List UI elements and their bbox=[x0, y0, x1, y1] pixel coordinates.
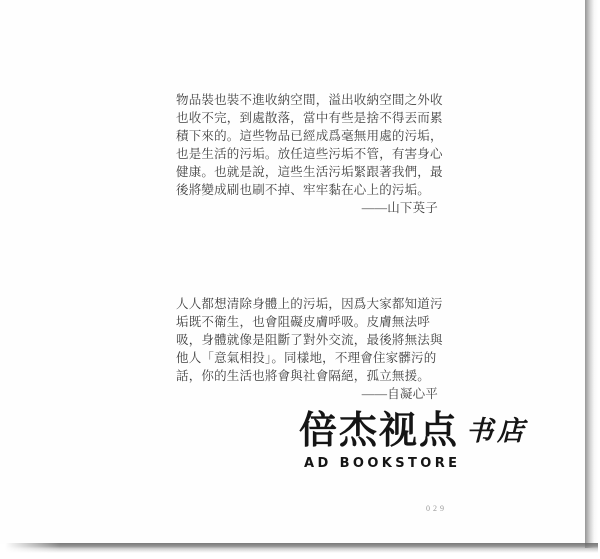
quote-2-line: 吸，身體就像是阻斷了對外交流，最後將無法與 bbox=[176, 333, 443, 347]
shadow-left-fade bbox=[5, 543, 60, 553]
quote-1-line: 物品裝也裝不進收納空間，溢出收納空間之外收 bbox=[176, 93, 443, 107]
watermark-cjk-logotype: 倍杰视点 bbox=[299, 410, 460, 452]
watermark-logotype-row bbox=[299, 411, 559, 451]
page-edge-shadow-bottom bbox=[5, 543, 598, 553]
quote-1-line: 也是生活的污垢。放任這些污垢不管，有害身心 bbox=[176, 147, 443, 161]
quote-2-line: 話，你的生活也將會與社會隔絕，孤立無援。 bbox=[176, 369, 431, 383]
quote-2-line: 垢既不衛生，也會阻礙皮膚呼吸。皮膚無法呼 bbox=[176, 315, 431, 329]
quote-1-line: 積下來的。這些物品已經成爲毫無用處的污垢， bbox=[176, 129, 443, 143]
page-number: 029 bbox=[426, 504, 447, 513]
watermark-script-characters: 书店 bbox=[466, 416, 529, 446]
bookstore-watermark-logo bbox=[299, 411, 559, 471]
page-edge-shadow-right bbox=[585, 0, 598, 548]
quote-1-line: 後將變成刷也刷不掉、牢牢黏在心上的污垢。 bbox=[176, 183, 431, 197]
quote-1-attribution: ——山下英子 bbox=[361, 201, 438, 215]
quote-2-attribution: ——自凝心平 bbox=[361, 387, 438, 401]
quote-1-line: 健康。也就是說，這些生活污垢緊跟著我們，最 bbox=[176, 165, 443, 179]
quote-1-line: 也收不完，到處散落，當中有些是捨不得丟而累 bbox=[176, 111, 443, 125]
watermark-latin-wordmark: AD BOOKSTORE bbox=[304, 456, 461, 471]
quote-2-line: 人人都想清除身體上的污垢，因爲大家都知道污 bbox=[176, 297, 443, 311]
quote-2-line: 他人「意氣相投」。同樣地，不理會住家髒污的 bbox=[176, 351, 437, 365]
quote-block-2 bbox=[176, 295, 443, 403]
quote-block-1 bbox=[176, 91, 443, 217]
